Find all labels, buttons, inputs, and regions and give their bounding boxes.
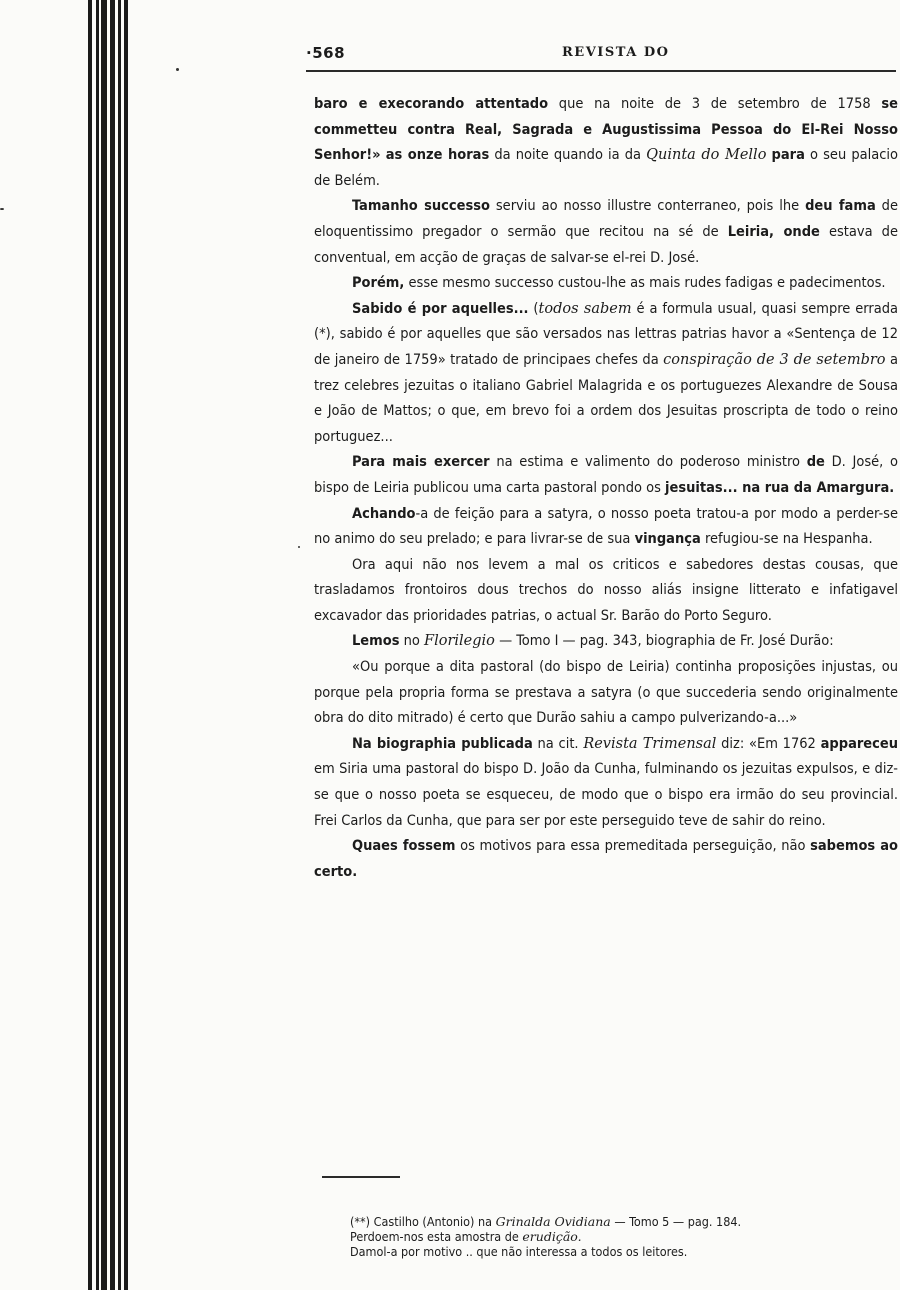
running-title: REVISTA DO [562,45,670,60]
paragraph [314,271,898,297]
footnote-line [350,1214,890,1229]
bold-run: Lemos [352,633,400,650]
paper-speck [0,208,4,210]
binding-line [118,0,121,1290]
bold-run: Porém, [352,275,405,292]
header-rule [306,70,896,72]
text-run: «Ou porque a dita pastoral (do bispo de Leiria) continha proposições injustas, ou porque pela propria forma se prestava a satyra (o que succederia sendo originalmente obra do dito mitrado) é certo que Durão sahiu a campo pulverizando-a...» [314,659,898,727]
page-number: ·568 [306,44,346,62]
paragraph [314,194,898,271]
bold-run: para [771,147,805,164]
page-header [306,44,896,68]
page-binding-gutter [0,0,140,1290]
footnote-text: — Tomo 5 — pag. 184. [610,1214,742,1229]
text-run: -a de feição para a satyra, o nosso poeta tratou-a por modo a perder-se no animo do seu prelado; e para livrar-se de sua [314,505,898,548]
paragraph [314,629,898,655]
text-run: D. José, o bispo de Leiria publicou uma carta pastoral pondo os [314,454,899,496]
main-text [314,92,898,885]
text-run: na estima e valimento do poderoso ministro [489,454,807,471]
italic-run: todos sabem [538,300,632,317]
footnote-text: Damol-a por motivo .. que não interessa a todos os leitores. [350,1244,688,1259]
footnote-italic: Grinalda Ovidiana [495,1214,611,1229]
binding-line [124,0,128,1290]
italic-run: Florilegio [424,633,495,650]
bold-run: Quaes fossem [352,838,456,855]
footnote-rule [322,1176,400,1178]
bold-run: appareceu [820,735,899,752]
quotation-paragraph [314,655,898,732]
footnote-line [350,1244,890,1259]
footnote-text: (**) Castilho (Antonio) na [350,1214,496,1229]
bold-run: jesuitas... na rua da Amargura. [665,479,895,496]
paragraph [314,297,898,451]
text-run: a trez celebres jezuitas o italiano Gabriel Malagrida e os portuguezes Alexandre de Sousa e João de Mattos; o que, em brevo foi a ordem dos Jesuitas proscripta de todo o reino portuguez... [314,351,898,445]
bold-run: Achando [352,505,416,522]
bold-run: Para mais exercer [352,454,490,471]
bold-run: sabemos ao certo. [314,838,898,880]
text-run: na cit. [532,735,584,752]
text-run: diz: «Em 1762 [716,735,821,752]
paper-speck [298,546,300,548]
italic-run: Revista Trimensal [583,735,717,752]
text-run: refugiou-se na Hespanha. [700,531,873,548]
text-run: o seu palacio de Belém. [314,147,898,189]
paragraph [314,450,898,501]
italic-run: Quinta do Mello [646,147,767,164]
text-run: Ora aqui não nos levem a mal os criticos e sabedores destas cousas, que trasladamos frontoiros dous trechos do nosso aliás insigne litterato e infatigavel excavador das prioridades patrias, o actual Sr. Barão do Porto Seguro. [314,556,898,624]
footnote-text: Perdoem-nos esta amostra de [350,1229,523,1244]
bold-run: baro e execorando attentado [314,96,549,112]
text-run: esse mesmo successo custou-lhe as mais rudes fadigas e padecimentos. [404,275,886,292]
text-run: estava de conventual, em acção de graças de salvar-se el-rei D. José. [314,223,898,266]
bold-run: vingança [634,531,701,548]
text-run: em Siria uma pastoral do bispo D. João da Cunha, fulminando os jezuitas expulsos, e diz-se que o nosso poeta se esqueceu, de modo que o bispo era irmão do seu provincial. Frei Carlos da Cunha, que para ser por este perseguido teve de sahir do reino. [314,761,898,829]
footnote-line [350,1229,890,1244]
binding-line [110,0,115,1290]
paragraph [314,553,898,630]
bold-run: Na biographia publicada [352,735,533,752]
paragraph [314,92,898,194]
bold-run: as onze horas [385,147,490,164]
binding-line [96,0,99,1290]
bold-run: se commetteu contra Real, Sagrada e Augustissima Pessoa do El-Rei Nosso Senhor!» [314,96,898,164]
binding-line [88,0,92,1290]
paper-speck [176,68,179,71]
paragraph [314,502,898,553]
text-run: é a formula usual, quasi sempre errada (*), sabido é por aquelles que são versados nas lettras patrias havor a «Sentença de 12 de janeiro de 1759» tratado de principaes chefes da [314,300,899,368]
binding-line [101,0,107,1290]
text-run: os motivos para essa premeditada perseguição, não [455,838,811,855]
bold-run: deu fama [805,198,876,215]
paragraph [314,732,898,834]
text-run: da noite quando ia da [489,147,647,164]
bold-run: Leiria, onde [727,223,820,240]
text-run: serviu ao nosso illustre conterraneo, pois lhe [489,198,806,215]
bold-run: de [806,454,825,471]
footnote-italic: erudição. [522,1229,582,1244]
paragraph [314,834,898,885]
text-run: ( [528,300,539,317]
text-run: — Tomo I — pag. 343, biographia de Fr. José Durão: [494,633,834,650]
text-run: de eloquentissimo pregador o sermão que recitou na sé de [314,198,898,240]
text-run: no [399,633,425,650]
text-run: que na noite de 3 de setembro de 1758 [548,96,882,112]
footnotes [350,1214,890,1259]
bold-run: Tamanho successo [352,198,490,215]
bold-run: Sabido é por aquelles... [352,300,529,317]
italic-run: conspiração de 3 de setembro [663,351,886,368]
